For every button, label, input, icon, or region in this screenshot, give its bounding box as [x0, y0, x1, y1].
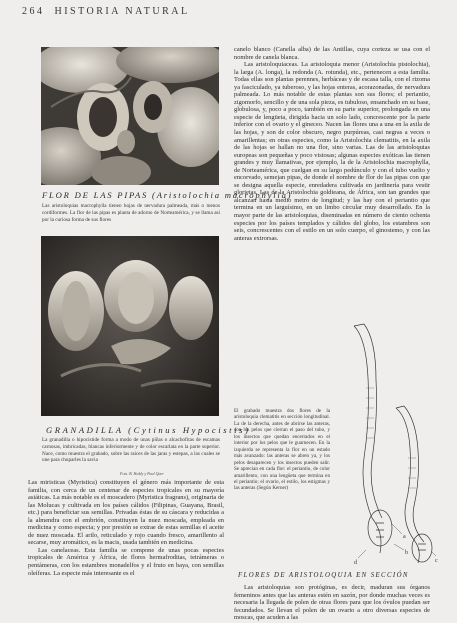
illustration-aristolochia-section [336, 318, 442, 568]
paragraph-canelaceas: Las canelaceas. Esta familia se compone de unas pocas especies tropicales de América y África, de flores hermafroditas, tetrámeras o pentámeras, con los estambres monadelfos y el fruto en baya, con semillas oleíferas. La especie más interesante es el [28, 546, 224, 577]
photo-granadilla [41, 236, 219, 416]
label-b: b [405, 550, 408, 556]
label-a: a [403, 534, 406, 540]
figure2-credit: Fots. B. Haldy y Paul Quer [120, 471, 164, 476]
page-number: 264 [22, 6, 45, 17]
photo-flor-de-las-pipas [41, 47, 219, 185]
paragraph-aristoloquiaceas: Las aristoloquiaceas. La aristoloquia menor (Aristolochia pistolochia), la larga (A. longa), la redonda (A. rotunda), etc., pertenecen a esta familia. Todas ellas son plantas perennes, herbáceas y de escasa talla, con el rizoma ya fasciculado, ya tuberoso, y las hojas enteras, acorazonadas, de nervadura palmeada. Lo más notable de estas plantas son sus flores; el periantio, zigomorfo, sencillo y de una sola pieza, es tubuloso, ensanchado en su base, globulosa, y, poco a poco, también en su parte superior, prolongada en una especie de lengüeta, dirigida hacia un solo lado, concrescente por la parte inferior con el ovario y el gineceo. Nacen las flores una a una en la axila de las hojas, y son de color obscuro, negro purpúreas, casi negras a veces o amarillentas; en otras especies, como la Aristolochia clematitis, en la axila de las hojas se hallan no una flor, sino varias. Las de las aristoloquias europeas son pequeñas y poco vistosas; algunas especies exóticas las tienen grandes y muy llamativas, por ejemplo, la de la Aristolochia macrophylla, de Norteamérica, que cuelgan en su largo pedúnculo y con el tubo vuelto y encorvado, semejan pipas, de donde el nombre de flor de las pipas con que se designa aquella especie, enredadera cultivada en jardinería para vestir glorietas. Las de la Aristolochia goldieana, de África, son tan grandes que alcanzan hasta medio metro de longitud; y las hay con el periantio que termina en un larguísimo, en un limbo circular muy desarrollado. En la mayor parte de las aristoloquias, diseminadas en número de ciento ochenta especies por los países templados y cálidos del globo, los estambres son seis, concrescentes con el estilo en un solo cuerpo, el ginostemo, y con las anteras extrorsas. [234, 61, 430, 242]
figure2-title: GRANADILLA (Cytinus Hypocistis) [46, 425, 251, 435]
figure1-caption: Las aristoloquias macrophylla tienen hojas de nervadura palmeada, más o menos cordiformes. La flor de las pipas es planta de adorno de Norteamérica, y se llama así por la curiosa forma de sus flores [42, 203, 220, 223]
figure1-title: FLOR DE LAS PIPAS (Aristolochia macrophylla) [42, 190, 293, 200]
figure2-caption: La granadilla o hipocistide forma a modo de unas piñas o alcachofitas de escamas carnosas, imbricadas, blancas inferiormente y de color escarlata en la parte superior. Nace, como muestra el grabado, sobre las raíces de las jaras y estepas, a las cuales se une para chuparles la savia [42, 437, 220, 464]
figure3-caption: El grabado muestra dos flores de la aristoloquia clematitis en sección longitudinal. La de la derecha, antes de abrirse las anteras, con los pelos que cierran el paso del tubo, y los insectos que quedan encerrados en el interior por los pelos que le guarnecen. En la izquierda se representa la flor en un estado más avanzado: las anteras se abren ya, y los pelos desaparecen y los insectos pueden salir. Se aprecian en cada flor: el periantio, de color amarillento, con una lengüeta que termina en el periantio; el ovario, el estilo, los estigmas y las anteras (Según Kerner) [234, 408, 330, 492]
running-title: HISTORIA NATURAL [54, 6, 190, 17]
paragraph-canelo-blanco: canelo blanco (Canella alba) de las Antillas, cuya corteza se usa con el nombre de canela blanca. [234, 46, 430, 61]
figure3-title: FLORES DE ARISTOLOQUIA EN SECCIÓN [238, 572, 409, 579]
label-c: c [435, 558, 438, 564]
running-head [22, 6, 190, 17]
label-d: d [354, 560, 357, 566]
left-column-text [28, 479, 224, 577]
paragraph-myristica: Las miristicas (Myristica) constituyen el género más importante de esta familia, con cerca de un centenar de especies tropicales en su mayoría asiáticas. La más notable es el moscadero (Myristica fragrans), originaria de las Molucas y cultivada en los países cálidos (Filipinas, Guayana, Brasil, etc.) para beneficiar sus semillas. Privadas éstas de su cáscara y reducidas a la almendra con el embrión, constituyen la nuez moscada, empleada en medicina y como especia; y por presión se extrae de estas semillas el aceite de nuez moscada. El arilo, reticulado y rojo cuando fresco, amarillento al secarse, muy aromático, es la macis, usada también en medicina. [28, 479, 224, 547]
right-column-text [234, 46, 430, 242]
paragraph-protoginas: Las aristoloquias son protóginas, es decir, maduran sus órganos femeninos antes que las anteras estén en sazón, por donde muchas veces es necesaria la llegada de polen de otras flores para que los óvulos puedan ser fecundados. Se llevan el polen de un ovario a otro diversas especies de moscas, que acuden a las [234, 584, 430, 622]
